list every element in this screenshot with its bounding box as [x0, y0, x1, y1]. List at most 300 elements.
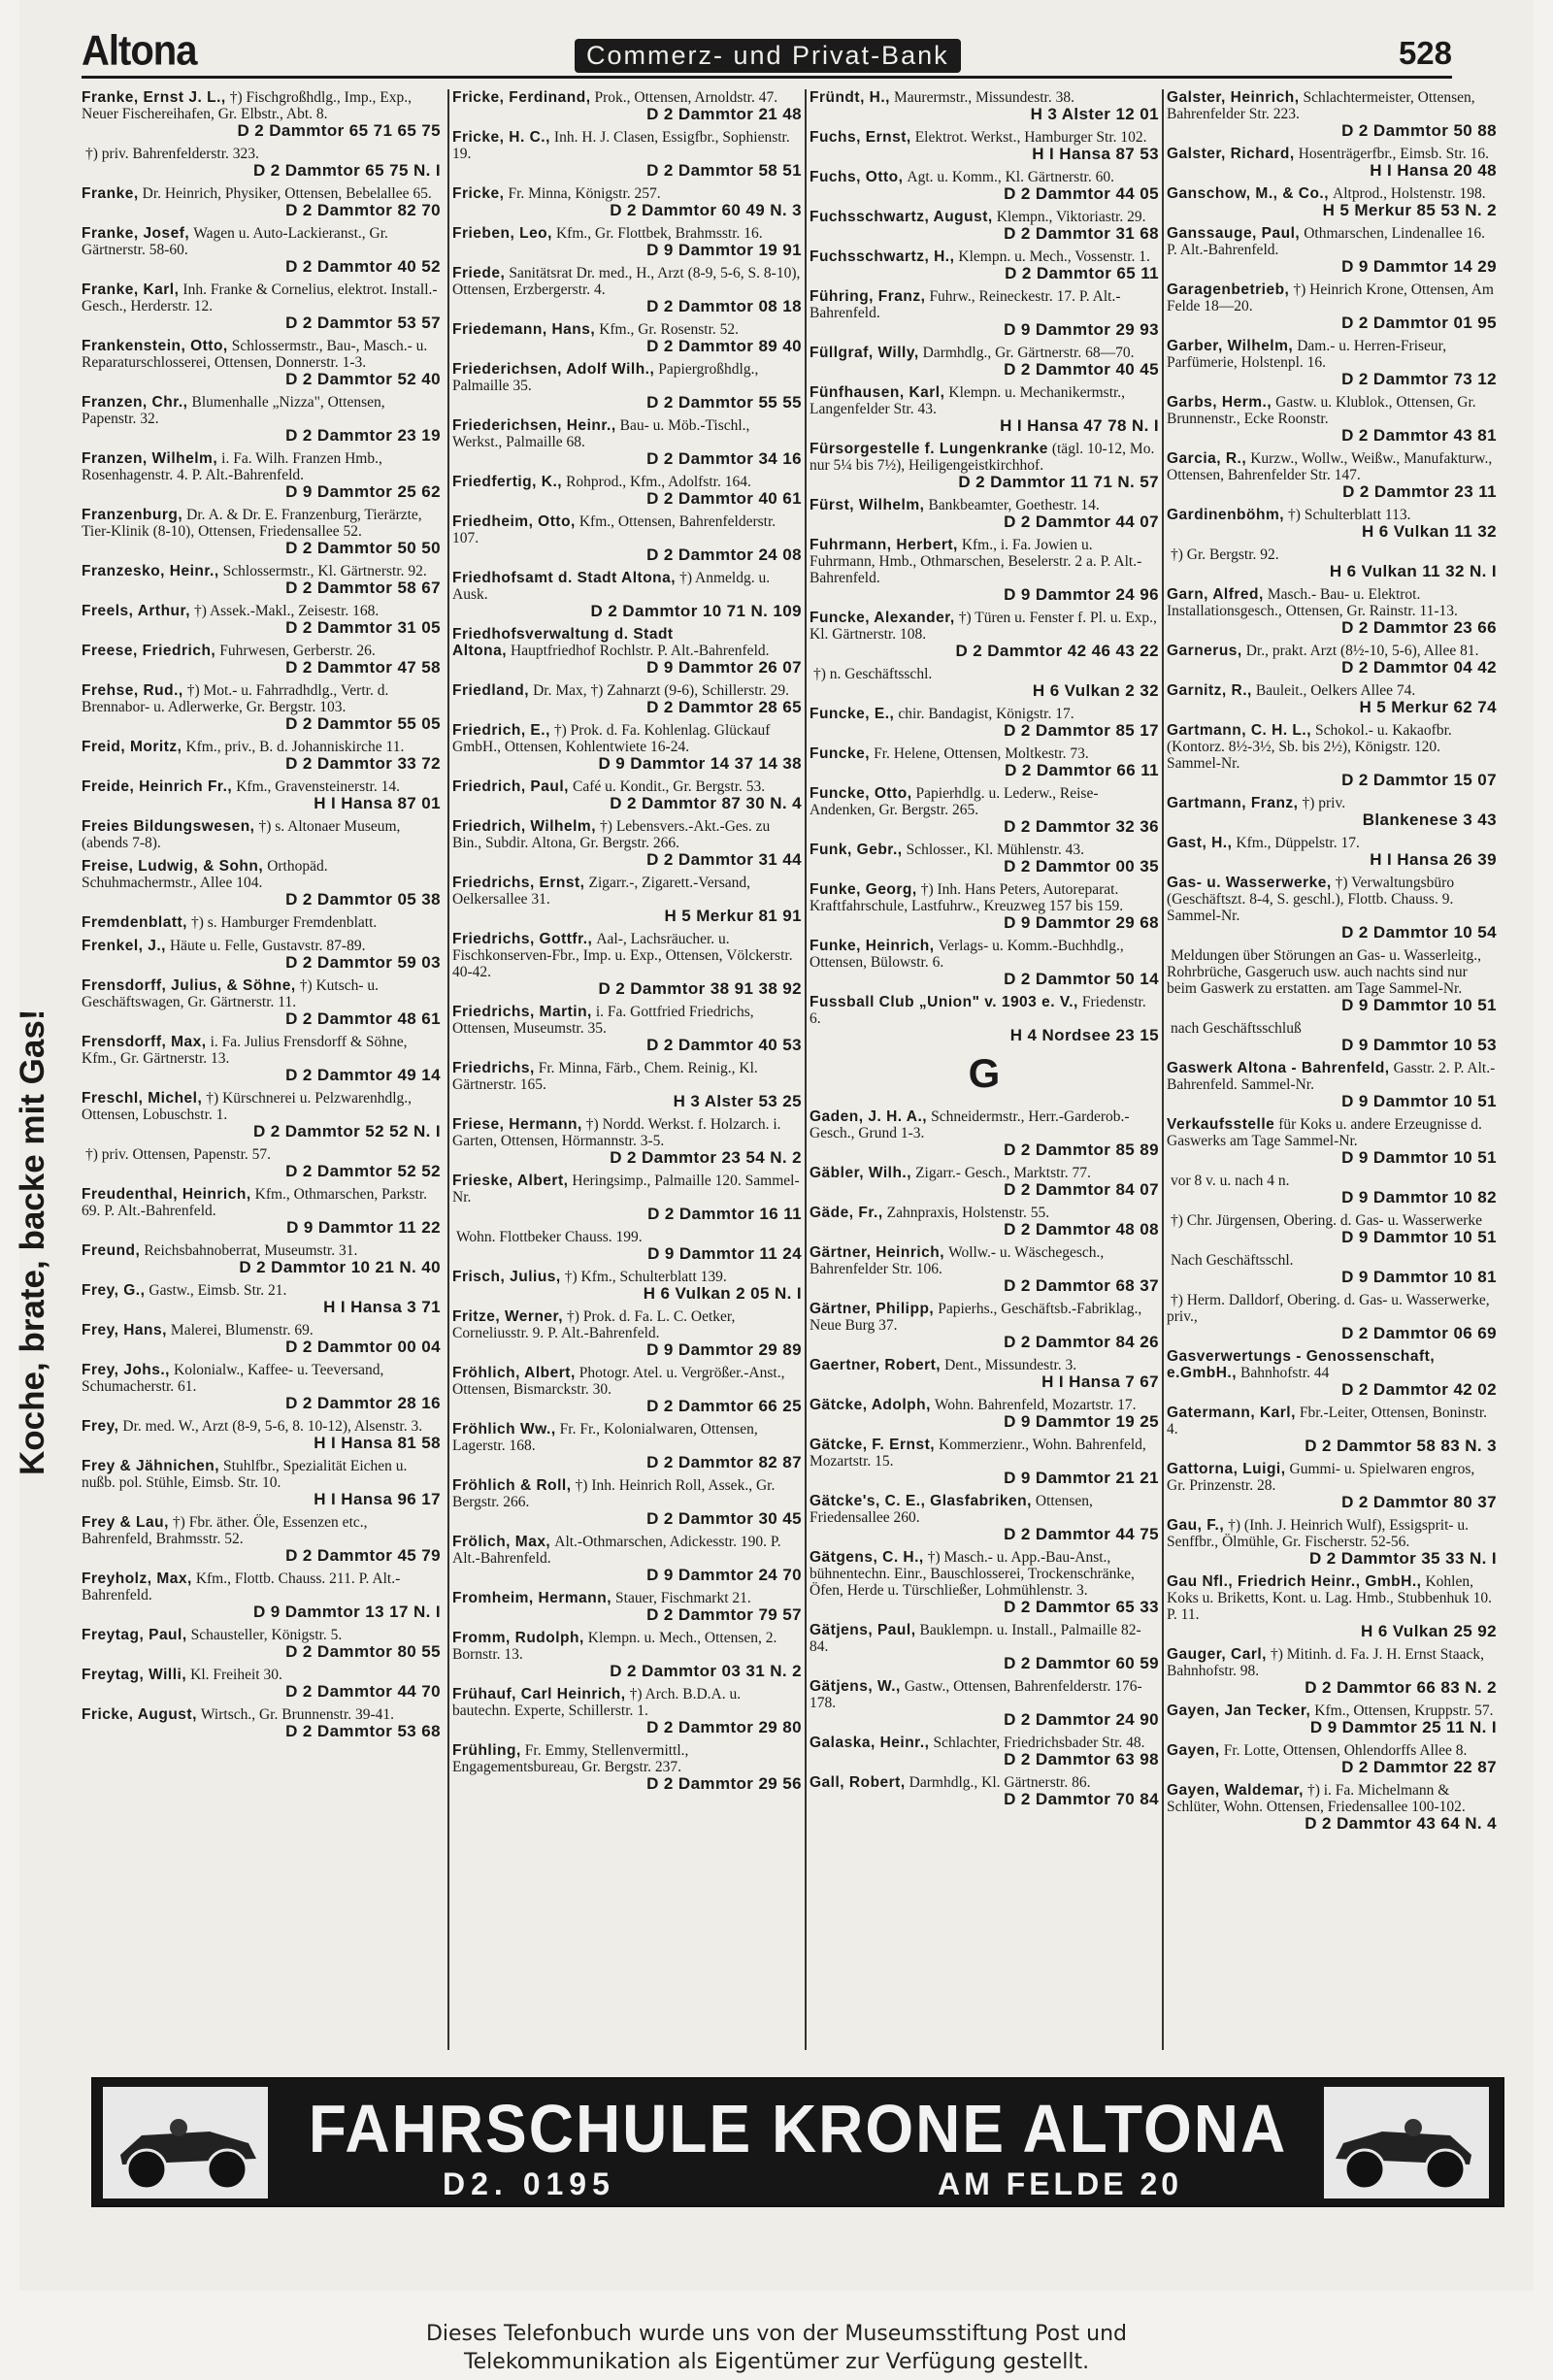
- entry-description: Bahnhofstr. 44: [1240, 1365, 1330, 1381]
- entry-phone: D 2 Dammtor 30 45: [646, 1509, 802, 1528]
- entry-name: Frey, Hans,: [82, 1322, 167, 1339]
- entry-description: Kfm., Düppelstr. 17.: [1236, 835, 1360, 851]
- directory-entry: [82, 1146, 441, 1179]
- entry-phone: D 9 Dammtor 29 68: [1004, 913, 1159, 932]
- entry-name: Freyholz, Max,: [82, 1570, 192, 1587]
- entry-description: i. Fa. Wilh. Franzen Hmb., Rosenhagenstr. 4. P. Alt.-Bahrenfeld.: [82, 450, 382, 483]
- entry-description: †) Prok. d. Fa. L. C. Oetker, Corneliusstr. 9. P. Alt.-Bahrenfeld.: [452, 1308, 736, 1341]
- entry-phone: D 2 Dammtor 52 40: [285, 370, 441, 388]
- entry-phone: D 2 Dammtor 84 26: [1004, 1333, 1159, 1351]
- entry-description: Kfm., Gr. Flottbek, Brahmsstr. 16.: [555, 225, 763, 242]
- entry-phone: H I Hansa 96 17: [314, 1490, 441, 1508]
- directory-entry: [810, 881, 1159, 931]
- entry-description: Friedenstr. 6.: [810, 994, 1146, 1027]
- directory-entry: [810, 89, 1159, 122]
- entry-phone: H 4 Nordsee 23 15: [1009, 1026, 1159, 1044]
- entry-phone: D 2 Dammtor 84 07: [1004, 1180, 1159, 1199]
- directory-entry: [452, 1365, 802, 1414]
- entry-phone: D 2 Dammtor 43 64 N. 4: [1305, 1814, 1497, 1833]
- entry-name: Gaden, J. H. A.,: [810, 1108, 928, 1125]
- entry-phone: D 9 Dammtor 21 21: [1004, 1469, 1159, 1487]
- entry-description: Elektrot. Werkst., Hamburger Str. 102.: [914, 129, 1147, 146]
- directory-entry: [1167, 185, 1497, 218]
- entry-description: †) Assek.-Makl., Zeisestr. 168.: [194, 603, 380, 619]
- entry-name: Gau Nfl., Friedrich Heinr., GmbH.,: [1167, 1573, 1422, 1590]
- entry-phone: D 2 Dammtor 63 98: [1004, 1750, 1159, 1768]
- entry-phone: D 2 Dammtor 66 83 N. 2: [1305, 1678, 1497, 1697]
- entry-phone: D 2 Dammtor 00 04: [285, 1338, 441, 1356]
- directory-entry: [1167, 225, 1497, 275]
- directory-entry: [1167, 146, 1497, 179]
- directory-entry: [1167, 1702, 1497, 1735]
- directory-entry: [452, 1173, 802, 1222]
- directory-entry: [82, 818, 441, 851]
- entry-description: †) n. Geschäftsschl.: [813, 666, 933, 682]
- directory-entry: [82, 914, 441, 931]
- entry-description: Fr. Helene, Ottensen, Moltkestr. 73.: [874, 745, 1089, 762]
- entry-name: Gätcke, Adolph,: [810, 1397, 931, 1413]
- entry-name: Frenkel, J.,: [82, 938, 166, 954]
- directory-entry: [810, 1678, 1159, 1728]
- entry-description: Hosenträgerfbr., Eimsb. Str. 16.: [1298, 146, 1490, 162]
- entry-name: Galster, Richard,: [1167, 146, 1295, 162]
- entry-description: Orthopäd. Schuhmachermstr., Allee 104.: [82, 858, 328, 891]
- directory-entry: [1167, 507, 1497, 540]
- directory-entry: [1167, 1292, 1497, 1341]
- entry-phone: D 2 Dammtor 70 84: [1004, 1790, 1159, 1808]
- entry-phone: D 2 Dammtor 15 07: [1341, 771, 1497, 789]
- entry-description: (tägl. 10-12, Mo. nur 5¼ bis 7½), Heiligengeistkirchhof.: [810, 441, 1155, 474]
- entry-description: Bauklempn. u. Install., Palmaille 82-84.: [810, 1622, 1141, 1655]
- entry-description: Dent., Missundestr. 3.: [944, 1357, 1077, 1373]
- entry-phone: D 2 Dammtor 65 75 N. I: [252, 161, 441, 180]
- directory-entry: [810, 537, 1159, 603]
- entry-description: Maurermstr., Missundestr. 38.: [894, 89, 1074, 106]
- entry-phone: D 9 Dammtor 10 51: [1341, 1148, 1497, 1167]
- entry-name: Gayen, Waldemar,: [1167, 1782, 1304, 1799]
- directory-entry: [810, 209, 1159, 242]
- directory-entry: [82, 1322, 441, 1355]
- entry-name: Gartmann, Franz,: [1167, 795, 1299, 811]
- entry-name: Freudenthal, Heinrich,: [82, 1186, 251, 1203]
- entry-description: Kolonialw., Kaffee- u. Teeversand, Schumacherstr. 61.: [82, 1362, 384, 1395]
- entry-name: Frisch, Julius,: [452, 1269, 561, 1285]
- entry-phone: D 2 Dammtor 45 79: [285, 1546, 441, 1565]
- entry-description: i. Fa. Gottfried Friedrichs, Ottensen, Museumstr. 35.: [452, 1004, 754, 1037]
- entry-name: Freytag, Paul,: [82, 1627, 187, 1643]
- entry-description: Ottensen, Friedensallee 260.: [810, 1493, 1093, 1526]
- entry-phone: H 5 Merkur 81 91: [664, 907, 802, 925]
- entry-description: Wagen u. Auto-Lackieranst., Gr. Gärtnerstr. 58-60.: [82, 225, 388, 258]
- entry-phone: D 2 Dammtor 01 95: [1341, 314, 1497, 332]
- directory-entry: [452, 89, 802, 122]
- entry-name: Verkaufsstelle: [1167, 1116, 1275, 1133]
- directory-entry: [1167, 643, 1497, 676]
- entry-phone: D 2 Dammtor 22 87: [1341, 1758, 1497, 1776]
- entry-phone: D 2 Dammtor 80 37: [1341, 1493, 1497, 1511]
- entry-name: Freund,: [82, 1242, 141, 1259]
- entry-name: Fricke, Ferdinand,: [452, 89, 591, 106]
- entry-phone: D 2 Dammtor 44 70: [285, 1682, 441, 1701]
- entry-description: Fr. Fr., Kolonialwaren, Ottensen, Lagerstr. 168.: [452, 1421, 758, 1454]
- entry-description: Inh. Franke & Cornelius, elektrot. Install.-Gesch., Herderstr. 12.: [82, 281, 438, 314]
- entry-phone: H 6 Vulkan 11 32: [1361, 522, 1497, 541]
- entry-name: Franke, Ernst J. L.,: [82, 89, 226, 106]
- directory-entry: [452, 1308, 802, 1358]
- entry-description: †) Chr. Jürgensen, Obering. d. Gas- u. Wasserwerke: [1171, 1212, 1483, 1229]
- entry-phone: D 2 Dammtor 28 65: [646, 698, 802, 716]
- directory-entry: [82, 682, 441, 732]
- directory-entry: [82, 185, 441, 218]
- directory-entry: [82, 450, 441, 500]
- entry-name: Franke, Karl,: [82, 281, 180, 298]
- entry-phone: H I Hansa 81 58: [314, 1434, 441, 1452]
- directory-entry: [1167, 281, 1497, 331]
- directory-entry: [452, 185, 802, 218]
- directory-entry: [452, 1686, 802, 1735]
- directory-entry: [452, 1060, 802, 1109]
- entry-description: †) (Inh. J. Heinrich Wulf), Essigsprit- u. Senffbr., Ölmühle, Gr. Fischerstr. 52-56.: [1167, 1517, 1470, 1550]
- directory-entry: [810, 345, 1159, 378]
- directory-entry: [82, 1627, 441, 1660]
- entry-name: Fussball Club „Union" v. 1903 e. V.,: [810, 994, 1078, 1010]
- entry-name: Funk, Gebr.,: [810, 842, 903, 858]
- entry-name: Garcia, R.,: [1167, 450, 1247, 467]
- directory-entry: [82, 338, 441, 387]
- entry-phone: D 2 Dammtor 21 48: [646, 105, 802, 123]
- entry-phone: D 9 Dammtor 24 70: [646, 1566, 802, 1584]
- directory-entry: [1167, 89, 1497, 139]
- entry-phone: D 2 Dammtor 40 61: [646, 489, 802, 508]
- entry-description: Schlachter, Friedrichsbader Str. 48.: [933, 1735, 1145, 1751]
- entry-name: Frühling,: [452, 1742, 521, 1759]
- entry-name: Füllgraf, Willy,: [810, 345, 919, 361]
- directory-entry: [1167, 1116, 1497, 1166]
- section-letter: G: [968, 1050, 1001, 1096]
- entry-name: Freschl, Michel,: [82, 1090, 203, 1107]
- directory-entry: [810, 1205, 1159, 1238]
- entry-name: Funcke, E.,: [810, 706, 895, 722]
- entry-description: Inh. H. J. Clasen, Essigfbr., Sophienstr. 19.: [452, 129, 790, 162]
- entry-description: Dam.- u. Herren-Friseur, Parfümerie, Holstenpl. 16.: [1167, 338, 1447, 371]
- entry-phone: D 2 Dammtor 89 40: [646, 337, 802, 355]
- entry-description: i. Fa. Julius Frensdorff & Söhne, Kfm., Gr. Gärtnerstr. 13.: [82, 1034, 408, 1067]
- entry-phone: D 2 Dammtor 23 19: [285, 426, 441, 445]
- entry-description: Kurzw., Wollw., Weißw., Manufakturw., Ottensen, Bahrenfelder Str. 147.: [1167, 450, 1493, 483]
- entry-name: Franke, Josef,: [82, 225, 190, 242]
- directory-entry: [82, 1458, 441, 1507]
- entry-description: Aal-, Lachsräucher. u. Fischkonserven-Fbr., Imp. u. Exp., Ottensen, Völckerstr. 40-42.: [452, 931, 793, 980]
- entry-phone: H 3 Alster 12 01: [1030, 105, 1159, 123]
- entry-name: Fröhlich Ww.,: [452, 1421, 556, 1438]
- directory-entry: [810, 1549, 1159, 1615]
- entry-name: Friederichsen, Adolf Wilh.,: [452, 361, 655, 378]
- directory-entry: [1167, 1252, 1497, 1285]
- entry-description: Klempn., Viktoriastr. 29.: [996, 209, 1146, 225]
- entry-name: Fuchsschwartz, H.,: [810, 248, 955, 265]
- entry-name: Gärtner, Heinrich,: [810, 1244, 945, 1261]
- entry-phone: D 2 Dammtor 52 52 N. I: [252, 1122, 441, 1140]
- entry-phone: D 2 Dammtor 34 16: [646, 449, 802, 468]
- entry-description: Schokol.- u. Kakaofbr. (Kontorz. 8½-3½, Sb. bis 2½), Königstr. 120. Sammel-Nr.: [1167, 722, 1452, 772]
- directory-entry: [82, 1282, 441, 1315]
- entry-description: für Koks u. andere Erzeugnisse d. Gaswerks am Tage Sammel-Nr.: [1167, 1116, 1482, 1149]
- directory-entry: [1167, 1348, 1497, 1398]
- entry-phone: H 6 Vulkan 25 92: [1361, 1622, 1497, 1640]
- directory-entry: [82, 1242, 441, 1275]
- entry-name: Frensdorff, Julius, & Söhne,: [82, 977, 296, 994]
- directory-entry: [810, 842, 1159, 875]
- directory-entry: [82, 1362, 441, 1411]
- entry-description: Kfm., Flottb. Chauss. 211. P. Alt.-Bahrenfeld.: [82, 1570, 401, 1603]
- directory-entry: [1167, 394, 1497, 444]
- entry-description: Bankbeamter, Goethestr. 14.: [928, 497, 1100, 513]
- entry-description: Rohprod., Kfm., Adolfstr. 164.: [566, 474, 751, 490]
- directory-entry: [810, 1244, 1159, 1294]
- directory-entry: [82, 507, 441, 556]
- entry-name: Garn, Alfred,: [1167, 586, 1264, 603]
- directory-entry: [810, 1622, 1159, 1671]
- entry-description: Fbr.-Leiter, Ottensen, Boninstr. 4.: [1167, 1405, 1488, 1438]
- entry-name: Friedhofsamt d. Stadt Altona,: [452, 570, 677, 586]
- entry-description: Dr. Heinrich, Physiker, Ottensen, Bebelallee 65.: [142, 185, 432, 202]
- entry-name: Gasverwertungs - Genossenschaft, e.GmbH.,: [1167, 1348, 1436, 1381]
- entry-phone: D 2 Dammtor 65 33: [1004, 1598, 1159, 1616]
- entry-name: Fuchs, Otto,: [810, 169, 904, 185]
- entry-name: Frühauf, Carl Heinrich,: [452, 1686, 626, 1702]
- entry-phone: D 2 Dammtor 40 45: [1004, 360, 1159, 379]
- entry-phone: D 2 Dammtor 49 14: [285, 1066, 441, 1084]
- directory-entry: [810, 1165, 1159, 1198]
- directory-entry: [810, 384, 1159, 434]
- entry-description: Nach Geschäftsschl.: [1171, 1252, 1294, 1269]
- entry-phone: D 2 Dammtor 28 16: [285, 1394, 441, 1412]
- entry-phone: D 2 Dammtor 43 81: [1341, 426, 1497, 445]
- entry-name: Freise, Ludwig, & Sohn,: [82, 858, 264, 875]
- entry-phone: D 2 Dammtor 48 08: [1004, 1220, 1159, 1239]
- entry-phone: D 2 Dammtor 66 25: [646, 1397, 802, 1415]
- directory-entry: [810, 1774, 1159, 1807]
- entry-name: Friedrichs,: [452, 1060, 535, 1076]
- entry-phone: D 2 Dammtor 47 58: [285, 658, 441, 677]
- entry-description: Fr. Minna, Königstr. 257.: [508, 185, 661, 202]
- directory-entry: [1167, 947, 1497, 1013]
- entry-phone: D 2 Dammtor 04 42: [1341, 658, 1497, 677]
- entry-phone: D 2 Dammtor 50 88: [1341, 121, 1497, 140]
- entry-name: Gätcke's, C. E., Glasfabriken,: [810, 1493, 1032, 1509]
- entry-name: Freytag, Willi,: [82, 1667, 187, 1683]
- entry-phone: D 9 Dammtor 10 51: [1341, 1228, 1497, 1246]
- entry-description: †) Türen u. Fenster f. Pl. u. Exp., Kl. Gärtnerstr. 108.: [810, 610, 1157, 643]
- entry-phone: D 2 Dammtor 58 83 N. 3: [1305, 1437, 1497, 1455]
- ad-phone: D2. 0195: [443, 2166, 615, 2201]
- entry-phone: D 2 Dammtor 44 07: [1004, 512, 1159, 531]
- directory-entry: [1167, 1212, 1497, 1245]
- entry-phone: D 2 Dammtor 82 70: [285, 201, 441, 219]
- entry-description: †) Gr. Bergstr. 92.: [1171, 546, 1279, 563]
- entry-phone: D 2 Dammtor 31 68: [1004, 224, 1159, 243]
- entry-phone: D 2 Dammtor 55 55: [646, 393, 802, 412]
- entry-phone: D 2 Dammtor 85 89: [1004, 1140, 1159, 1159]
- entry-phone: D 2 Dammtor 10 21 N. 40: [239, 1258, 441, 1276]
- entry-name: Fuhrmann, Herbert,: [810, 537, 958, 553]
- entry-name: Gartmann, C. H. L.,: [1167, 722, 1312, 739]
- directory-entry: [810, 497, 1159, 530]
- entry-description: Schlossermstr., Bau-, Masch.- u. Reparaturschlosserei, Ottensen, Donnerstr. 1-3.: [82, 338, 428, 371]
- entry-description: vor 8 v. u. nach 4 n.: [1171, 1173, 1290, 1189]
- entry-description: †) Mot.- u. Fahrradhdlg., Vertr. d. Brennabor- u. Adlerwerke, Gr. Bergstr. 103.: [82, 682, 389, 715]
- entry-name: Fromm, Rudolph,: [452, 1630, 584, 1646]
- entry-phone: H 5 Merkur 85 53 N. 2: [1322, 201, 1497, 219]
- entry-phone: D 2 Dammtor 42 02: [1341, 1380, 1497, 1399]
- entry-name: Gätcke, F. Ernst,: [810, 1437, 936, 1453]
- entry-description: †) Nordd. Werkst. f. Holzarch. i. Garten, Ottensen, Hörmannstr. 3-5.: [452, 1116, 781, 1149]
- column-divider: [447, 89, 449, 2050]
- entry-phone: D 2 Dammtor 38 91 38 92: [598, 979, 802, 998]
- entry-name: Friedfertig, K.,: [452, 474, 563, 490]
- entry-description: †) Inh. Heinrich Roll, Assek., Gr. Bergstr. 266.: [452, 1477, 776, 1510]
- entry-phone: D 9 Dammtor 11 22: [286, 1218, 441, 1237]
- side-gas-slogan: Koche, brate, backe mit Gas!: [14, 1008, 51, 1475]
- directory-entry: [810, 441, 1159, 490]
- entry-description: †) s. Hamburger Fremdenblatt.: [190, 914, 378, 931]
- entry-phone: D 2 Dammtor 31 05: [285, 618, 441, 637]
- entry-phone: H I Hansa 26 39: [1370, 850, 1497, 869]
- entry-phone: D 9 Dammtor 29 93: [1004, 320, 1159, 339]
- entry-name: Frankenstein, Otto,: [82, 338, 228, 354]
- entry-name: Fuchsschwartz, August,: [810, 209, 993, 225]
- directory-entry: [452, 682, 802, 715]
- entry-description: Kfm., Gr. Rosenstr. 52.: [599, 321, 739, 338]
- entry-description: Gastw., Ottensen, Bahrenfelderstr. 176-178.: [810, 1678, 1142, 1711]
- entry-name: Frieske, Albert,: [452, 1173, 569, 1189]
- entry-description: Klempn. u. Mech., Ottensen, 2. Bornstr. 13.: [452, 1630, 777, 1663]
- entry-description: †) Mitinh. d. Fa. J. H. Ernst Staack, Bahnhofstr. 98.: [1167, 1646, 1484, 1679]
- entry-phone: D 9 Dammtor 11 24: [647, 1244, 802, 1263]
- directory-entry: [82, 1090, 441, 1140]
- entry-phone: D 2 Dammtor 48 61: [285, 1009, 441, 1028]
- entry-name: Freide, Heinrich Fr.,: [82, 778, 233, 795]
- entry-phone: H 3 Alster 53 25: [673, 1092, 802, 1110]
- entry-name: Garnitz, R.,: [1167, 682, 1252, 699]
- entry-phone: D 9 Dammtor 14 29: [1341, 257, 1497, 276]
- entry-description: †) Anmeldg. u. Ausk.: [452, 570, 771, 603]
- ad-address: AM FELDE 20: [938, 2166, 1183, 2201]
- directory-page: [14, 0, 1534, 2291]
- entry-name: Garber, Wilhelm,: [1167, 338, 1294, 354]
- entry-phone: H I Hansa 87 01: [314, 794, 441, 812]
- entry-description: Kfm., priv., B. d. Johanniskirche 11.: [185, 739, 405, 755]
- directory-entry: [82, 1514, 441, 1564]
- entry-name: Fuchs, Ernst,: [810, 129, 911, 146]
- entry-description: Darmhdlg., Gr. Gärtnerstr. 68—70.: [922, 345, 1135, 361]
- directory-entry: [1167, 586, 1497, 636]
- entry-description: Café u. Kondit., Gr. Bergstr. 53.: [572, 778, 766, 795]
- directory-entry: [82, 89, 441, 139]
- entry-phone: D 9 Dammtor 19 91: [646, 241, 802, 259]
- footer-line: Dieses Telefonbuch wurde uns von der Museumsstiftung Post und: [425, 2322, 1128, 2346]
- entry-description: Sanitätsrat Dr. med., H., Arzt (8-9, 5-6, S. 8-10), Ottensen, Erzbergerstr. 4.: [452, 265, 801, 298]
- entry-phone: D 2 Dammtor 29 80: [646, 1718, 802, 1736]
- entry-phone: D 2 Dammtor 65 71 65 75: [237, 121, 441, 140]
- entry-phone: D 9 Dammtor 26 07: [646, 658, 802, 677]
- directory-entry: [82, 1034, 441, 1083]
- entry-name: Fründt, H.,: [810, 89, 890, 106]
- directory-entry: [810, 248, 1159, 281]
- entry-name: Fünfhausen, Karl,: [810, 384, 945, 401]
- entry-phone: Blankenese 3 43: [1362, 810, 1497, 829]
- entry-name: Gast, H.,: [1167, 835, 1233, 851]
- entry-description: Kohlen, Koks u. Briketts, Kont. u. Lag. Hmb., Stubbenhuk 10. P. 11.: [1167, 1573, 1492, 1623]
- entry-name: Galster, Heinrich,: [1167, 89, 1300, 106]
- entry-description: †) Schulterblatt 113.: [1288, 507, 1411, 523]
- entry-description: †) Lebensvers.-Akt.-Ges. zu Bin., Subdir. Altona, Gr. Bergstr. 266.: [452, 818, 771, 851]
- directory-entry: [452, 778, 802, 811]
- entry-description: †) Verwaltungsbüro (Geschäftszt. 8-4, S. geschl.), Flottb. Chauss. 9. Sammel-Nr.: [1167, 875, 1455, 924]
- entry-description: Bauleit., Oelkers Allee 74.: [1255, 682, 1416, 699]
- entry-phone: D 2 Dammtor 65 11: [1005, 264, 1159, 282]
- directory-entry: [810, 1357, 1159, 1390]
- entry-description: Papierhdlg. u. Lederw., Reise-Andenken, Gr. Bergstr. 265.: [810, 785, 1099, 818]
- page-header: [82, 25, 1495, 83]
- entry-name: Gaswerk Altona - Bahrenfeld,: [1167, 1060, 1390, 1076]
- entry-phone: D 9 Dammtor 10 51: [1341, 996, 1497, 1014]
- entry-name: Friese, Hermann,: [452, 1116, 582, 1133]
- entry-name: Gäde, Fr.,: [810, 1205, 883, 1221]
- entry-name: Fröhlich, Albert,: [452, 1365, 576, 1381]
- entry-phone: H I Hansa 87 53: [1032, 145, 1159, 163]
- directory-entry: [82, 146, 441, 179]
- entry-phone: D 9 Dammtor 19 25: [1004, 1412, 1159, 1431]
- entry-description: Prok., Ottensen, Arnoldstr. 47.: [594, 89, 778, 106]
- entry-phone: D 2 Dammtor 85 17: [1004, 721, 1159, 740]
- directory-entry: [452, 474, 802, 507]
- directory-entry: [452, 1269, 802, 1302]
- entry-description: Schlosser., Kl. Mühlenstr. 43.: [906, 842, 1084, 858]
- entry-phone: D 2 Dammtor 11 71 N. 57: [958, 473, 1159, 491]
- entry-phone: D 2 Dammtor 60 49 N. 3: [610, 201, 802, 219]
- entry-description: Schlachtermeister, Ottensen, Bahrenfelder Str. 223.: [1167, 89, 1475, 122]
- entry-description: Darmhdlg., Kl. Gärtnerstr. 86.: [909, 1774, 1091, 1791]
- entry-phone: D 2 Dammtor 16 11: [647, 1205, 802, 1223]
- entry-phone: D 2 Dammtor 53 57: [285, 314, 441, 332]
- entry-phone: D 2 Dammtor 05 38: [285, 890, 441, 909]
- directory-entry: [810, 994, 1159, 1043]
- entry-phone: D 2 Dammtor 80 55: [285, 1642, 441, 1661]
- entry-name: Fromheim, Hermann,: [452, 1590, 612, 1606]
- entry-phone: D 2 Dammtor 31 44: [646, 850, 802, 869]
- entry-phone: D 2 Dammtor 44 75: [1004, 1525, 1159, 1543]
- entry-description: †) priv.: [1302, 795, 1346, 811]
- entry-description: Zigarr.-, Zigarett.-Versand, Oelkersallee 31.: [452, 875, 751, 908]
- header-rule: [82, 76, 1452, 79]
- entry-name: Führing, Franz,: [810, 288, 926, 305]
- footer-note: [0, 2320, 1553, 2376]
- entry-name: Fröhlich & Roll,: [452, 1477, 572, 1494]
- entry-description: Dr. A. & Dr. E. Franzenburg, Tierärzte, Tier-Klinik (8-10), Ottensen, Friedensallee 52.: [82, 507, 422, 540]
- race-car-icon: [1324, 2087, 1489, 2198]
- entry-name: Gattorna, Luigi,: [1167, 1461, 1286, 1477]
- directory-entry: [82, 938, 441, 971]
- directory-entry: [810, 706, 1159, 739]
- entry-phone: D 2 Dammtor 68 37: [1004, 1276, 1159, 1295]
- entry-name: Fremdenblatt,: [82, 914, 187, 931]
- entry-name: Friedrichs, Martin,: [452, 1004, 592, 1020]
- directory-entry: [82, 858, 441, 908]
- directory-entry: [452, 1421, 802, 1471]
- entry-description: †) Heinrich Krone, Ottensen, Am Felde 18—20.: [1167, 281, 1494, 314]
- entry-name: Frey, Johs.,: [82, 1362, 170, 1378]
